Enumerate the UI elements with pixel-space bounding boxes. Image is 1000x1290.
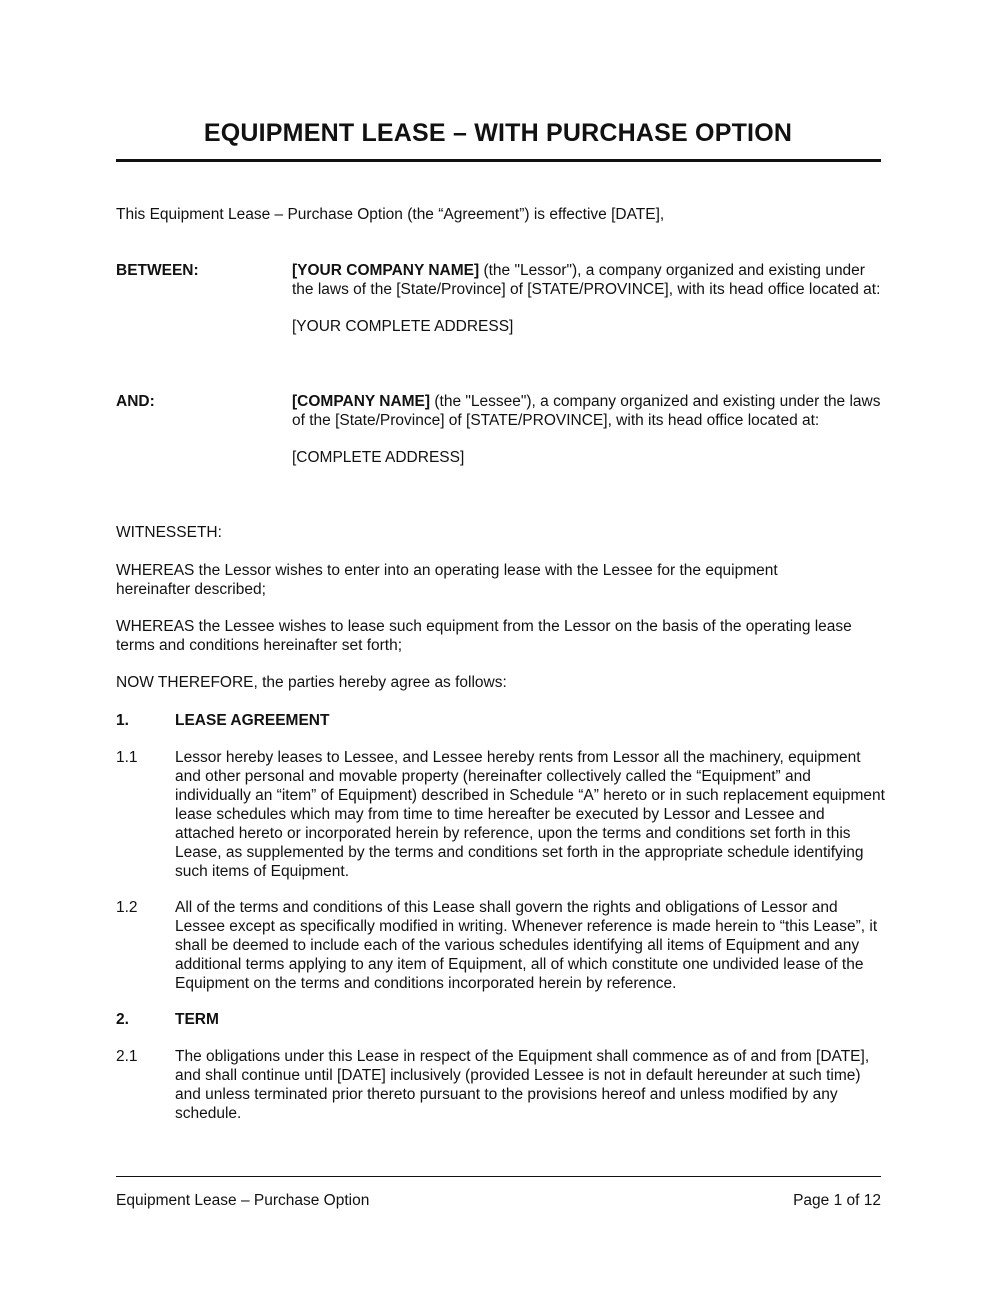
section-2-number: 2. [116, 1011, 129, 1028]
intro-paragraph: This Equipment Lease – Purchase Option (the “Agreement”) is effective [DATE], [116, 206, 665, 223]
clause-2-1-text: The obligations under this Lease in respect of the Equipment shall commence as of and from [DATE], and shall continue until [DATE] inclusively (provided Lessee is not in default hereunder at such time) and unless terminated prior thereto pursuant to the provisions hereof and unless modified by any schedule. [175, 1048, 870, 1122]
document-title: EQUIPMENT LEASE – WITH PURCHASE OPTION [203, 119, 793, 147]
witnesseth-heading: WITNESSETH: [116, 524, 222, 541]
party-body-lessee [292, 392, 884, 467]
clause-1-2-number: 1.2 [116, 899, 138, 916]
lessor-address: [YOUR COMPLETE ADDRESS] [292, 318, 514, 335]
lessee-address: [COMPLETE ADDRESS] [292, 449, 465, 466]
footer-rule [116, 1176, 881, 1177]
footer-document-name: Equipment Lease – Purchase Option [116, 1192, 370, 1209]
party-label-and: AND: [116, 393, 155, 410]
lessor-company-name: [YOUR COMPANY NAME] [292, 262, 480, 279]
recital-now-therefore: NOW THEREFORE, the parties hereby agree as follows: [116, 674, 507, 691]
lessee-description-text: (the "Lessee"), a company organized and existing under the laws of the [State/Province] of [STATE/PROVINCE], with its head office located at: [292, 393, 881, 429]
party-body-lessor [292, 261, 884, 336]
recital-2: WHEREAS the Lessee wishes to lease such equipment from the Lessor on the basis of the operating lease terms and conditions hereinafter set forth; [116, 618, 852, 654]
section-2-heading: TERM [175, 1011, 219, 1028]
clause-1-2-text: All of the terms and conditions of this Lease shall govern the rights and obligations of Lessor and Lessee except as specifically modified in writing. Whenever reference is made herein to “this Lease”, it shall be deemed to include each of the various schedules identifying all items of Equipment and any additional terms applying to any item of Equipment, all of which constitute one undivided lease of the Equipment on the terms and conditions incorporated herein by reference. [175, 899, 878, 992]
title-underline [116, 159, 881, 162]
party-label-between: BETWEEN: [116, 262, 199, 279]
party-lessee-description [292, 392, 884, 430]
party-lessor-description [292, 261, 884, 299]
section-1-number: 1. [116, 712, 129, 729]
clause-1-1-number: 1.1 [116, 749, 138, 766]
footer-page-number: Page 1 of 12 [793, 1192, 881, 1209]
clause-1-1-text: Lessor hereby leases to Lessee, and Lessee hereby rents from Lessor all the machinery, equipment and other personal and movable property (hereinafter collectively called the “Equipment” and individually an “item” of Equipment) described in Schedule “A” hereto or in such replacement equipment lease schedules which may from time to time hereafter be executed by Lessor and Lessee and attached hereto or incorporated herein by reference, upon the terms and conditions set forth in this Lease, as supplemented by the terms and conditions set forth in the appropriate schedule identifying such items of Equipment. [175, 749, 885, 880]
lessor-description-text: (the "Lessor"), a company organized and existing under the laws of the [State/Province] of [STATE/PROVINCE], with its head office located at: [292, 262, 881, 298]
lessee-company-name: [COMPANY NAME] [292, 393, 431, 410]
clause-2-1-number: 2.1 [116, 1048, 138, 1065]
recital-1: WHEREAS the Lessor wishes to enter into an operating lease with the Lessee for the equipment hereinafter described; [116, 562, 778, 598]
section-1-heading: LEASE AGREEMENT [175, 712, 330, 729]
